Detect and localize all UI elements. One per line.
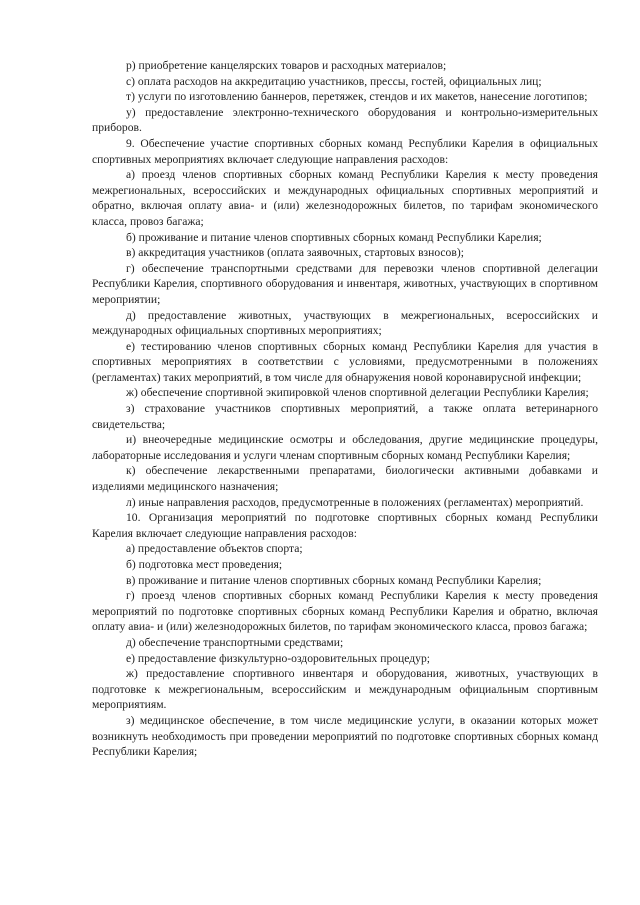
section-9-item-g: г) обеспечение транспортными средствами для перевозки членов спортивной делегации Республики Карелия, спортивного оборудования и инвентаря, животных, участвующих в спортивном мероприятии; [92,261,598,306]
section-10-item-a: а) предоставление объектов спорта; [126,542,303,556]
section-9-item-v: в) аккредитация участников (оплата заявочных, стартовых взносов); [126,246,464,260]
section-10-item-g: г) проезд членов спортивных сборных команд Республики Карелия к месту проведения мероприятий по подготовке спортивных сборных команд Республики Карелия и обратно, включая оплату авиа- и (или) железнодорожных билетов, по тарифам экономического класса, провоз багажа; [92,589,598,634]
section-9-item-l: л) иные направления расходов, предусмотренные в положениях (регламентах) мероприятий. [126,495,584,509]
section-9-heading: 9. Обеспечение участие спортивных сборных команд Республики Карелия в официальных спортивных мероприятиях включает следующие направления расходов: [92,136,598,166]
section-9-item-zh: ж) обеспечение спортивной экипировкой членов спортивной делегации Республики Карелия; [126,386,589,400]
section-10-item-d: д) обеспечение транспортными средствами; [126,635,344,649]
section-10-heading: 10. Организация мероприятий по подготовке спортивных сборных команд Республики Карелия включает следующие направления расходов: [92,511,598,540]
item-t: т) услуги по изготовлению баннеров, перетяжек, стендов и их макетов, нанесение логотипов; [126,90,588,104]
section-9-item-z: з) страхование участников спортивных мероприятий, а также оплата ветеринарного свидетельства; [92,402,598,431]
section-9-item-d: д) предоставление животных, участвующих в межрегиональных, всероссийских и международных официальных спортивных мероприятиях; [92,308,598,338]
section-9-item-e: е) тестированию членов спортивных сборных команд Республики Карелия для участия в спортивных мероприятиях в соответствии с условиями, предусмотренными в положениях (регламентах) таких мероприятий, в том числе для обнаружения новой коронавирусной инфекции; [92,339,598,384]
item-r: р) приобретение канцелярских товаров и расходных материалов; [126,59,447,72]
section-9-item-i: и) внеочередные медицинские осмотры и обследования, другие медицинские процедуры, лабораторные исследования и услуги членам спортивным сборных команд Республики Карелия; [92,433,598,462]
section-9-item-b: б) проживание и питание членов спортивных сборных команд Республики Карелия; [126,230,542,244]
section-10-item-v: в) проживание и питание членов спортивных сборных команд Республики Карелия; [126,573,542,587]
section-10-item-b: б) подготовка мест проведения; [126,558,283,571]
section-10-item-e: е) предоставление физкультурно-оздоровительных процедур; [126,651,430,665]
item-u: у) предоставление электронно-технического оборудования и контрольно-измерительных приборов. [92,105,598,135]
section-10-item-z: з) медицинское обеспечение, в том числе медицинские услуги, в оказании которых может возникнуть необходимость при проведении мероприятий по подготовке спортивных сборных команд Республики Карелия; [92,713,598,759]
section-9-item-a: а) проезд членов спортивных сборных команд Республики Карелия к месту проведения межрегиональных, всероссийских и международных официальных спортивных мероприятий и обратно, включая оплату авиа- и (или) железнодорожных билетов, по тарифам экономического класса, провоз багажа; [92,168,598,228]
section-9-item-k: к) обеспечение лекарственными препаратами, биологически активными добавками и изделиями медицинского назначения; [92,464,598,494]
item-s: с) оплата расходов на аккредитацию участников, прессы, гостей, официальных лиц; [126,74,542,88]
section-10-item-zh: ж) предоставление спортивного инвентаря и оборудования, животных, участвующих в подготовке к межрегиональным, всероссийским и международным официальным спортивным мероприятиям. [92,667,598,712]
